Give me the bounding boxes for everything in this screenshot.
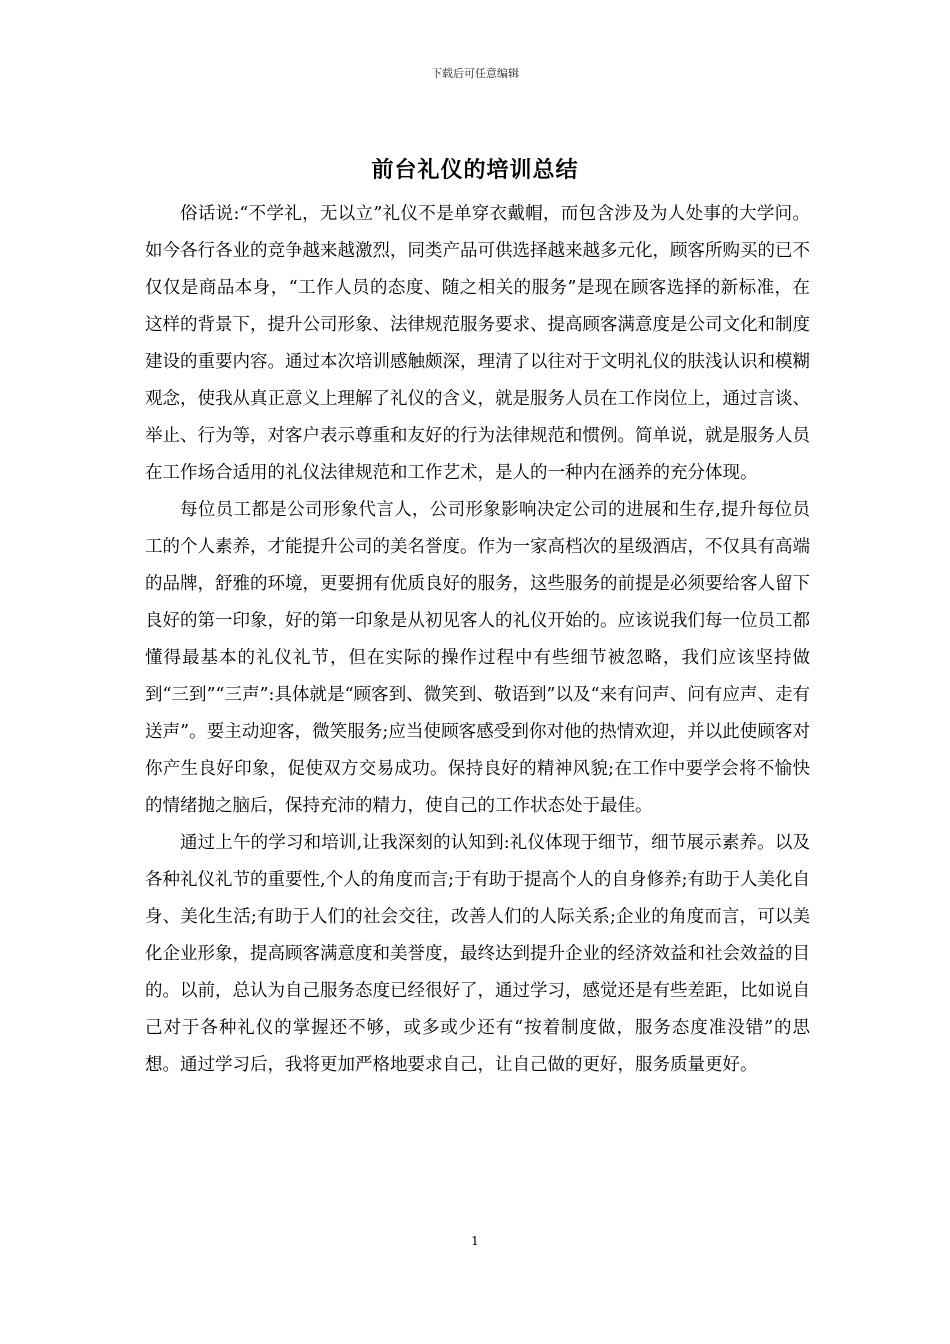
page-number: 1 [471, 1234, 479, 1248]
document-body [145, 196, 810, 1084]
document-title: 前台礼仪的培训总结 [371, 157, 579, 183]
page-header: 下载后可任意编辑 [431, 67, 519, 80]
paragraph-1: 俗话说:“不学礼，无以立”礼仪不是单穿衣戴帽，而包含涉及为人处事的大学问。如今各行各业的竞争越来越激烈，同类产品可供选择越来越多元化，顾客所购买的已不仅仅是商品本身，“工作人员的态度、随之相关的服务”是现在顾客选择的新标准，在这样的背景下，提升公司形象、法律规范服务要求、提高顾客满意度是公司文化和制度建设的重要内容。通过本次培训感触颇深，理清了以往对于文明礼仪的肤浅认识和模糊观念，使我从真正意义上理解了礼仪的含义，就是服务人员在工作岗位上，通过言谈、举止、行为等，对客户表示尊重和友好的行为法律规范和惯例。简单说，就是服务人员在工作场合适用的礼仪法律规范和工作艺术，是人的一种内在涵养的充分体现。 [145, 204, 810, 483]
paragraph-2: 每位员工都是公司形象代言人，公司形象影响决定公司的进展和生存,提升每位员工的个人素养，才能提升公司的美名誉度。作为一家高档次的星级酒店，不仅具有高端的品牌，舒雅的环境，更要拥有优质良好的服务，这些服务的前提是必须要给客人留下良好的第一印象，好的第一印象是从初见客人的礼仪开始的。应该说我们每一位员工都懂得最基本的礼仪礼节，但在实际的操作过程中有些细节被忽略，我们应该坚持做到“三到”“三声”:具体就是“顾客到、微笑到、敬语到”以及“来有问声、问有应声、走有送声”。要主动迎客，微笑服务;应当使顾客感受到你对他的热情欢迎，并以此使顾客对你产生良好印象，促使双方交易成功。保持良好的精神风貌;在工作中要学会将不愉快的情绪抛之脑后，保持充沛的精力，使自己的工作状态处于最佳。 [145, 500, 810, 816]
paragraph-3: 通过上午的学习和培训,让我深刻的认知到:礼仪体现于细节，细节展示素养。以及各种礼仪礼节的重要性,个人的角度而言;于有助于提高个人的自身修养;有助于人美化自身、美化生活;有助于人们的社会交往，改善人们的人际关系;企业的角度而言，可以美化企业形象，提高顾客满意度和美誉度，最终达到提升企业的经济效益和社会效益的目的。以前，总认为自己服务态度已经很好了，通过学习，感觉还是有些差距，比如说自己对于各种礼仪的掌握还不够，或多或少还有“按着制度做，服务态度准没错”的思想。通过学习后，我将更加严格地要求自己，让自己做的更好，服务质量更好。 [145, 833, 810, 1075]
